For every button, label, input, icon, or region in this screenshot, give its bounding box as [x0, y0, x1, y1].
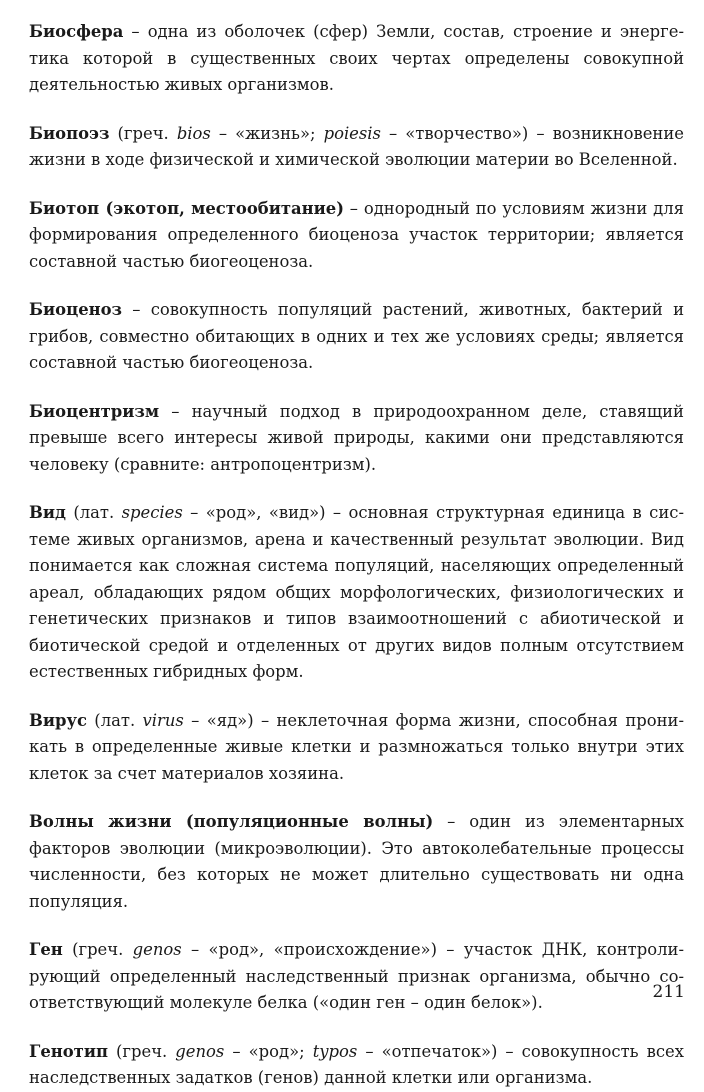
- entry-foreign-word: bios: [176, 123, 211, 143]
- entry-foreign-word: genos: [175, 1041, 225, 1061]
- entry-definition: (лат.: [65, 503, 122, 522]
- entry-virus: [29, 708, 684, 788]
- entry-definition: – «жизнь»;: [210, 123, 324, 143]
- entry-foreign-word: virus: [142, 710, 184, 730]
- entry-term: Биосфера: [29, 22, 124, 41]
- entry-term: Биоценоз: [29, 300, 123, 319]
- entry-foreign-word: genos: [132, 940, 182, 959]
- entry-biosfera: [29, 19, 684, 99]
- entry-term: Ген: [29, 940, 63, 959]
- entry-term: Генотип: [29, 1041, 108, 1061]
- entry-term: Биопоэз: [29, 123, 110, 143]
- entry-definition: – «отпечаток») – совокупность всех наследственных задатков (генов) данной клетки или организма.: [29, 1041, 684, 1087]
- entry-definition: (греч.: [62, 940, 133, 959]
- entry-foreign-word: poiesis: [323, 123, 381, 143]
- entry-biotop: [29, 196, 684, 276]
- entry-term: Вид: [29, 503, 66, 522]
- entry-biocentrizm: [29, 399, 684, 479]
- entry-term: Вирус: [29, 710, 87, 730]
- entry-definition: – научный подход в природоохранном деле, ставящий превыше всего интересы живой природы, какими они представляются человеку (сравните: антропоцентризм).: [29, 401, 684, 474]
- entry-definition: – один из элементарных факторов эволюции (микроэволюции). Это автоколебательные процессы численности, без которых не может длительно существовать ни одна популяция.: [29, 812, 684, 911]
- entry-definition: (греч.: [109, 123, 177, 143]
- entry-foreign-word: typos: [312, 1041, 358, 1061]
- entry-vid: [29, 500, 684, 686]
- entry-biocenoz: [29, 297, 684, 377]
- entry-definition: (греч.: [107, 1041, 176, 1061]
- entry-genotip: [29, 1039, 684, 1092]
- entry-definition: (лат.: [86, 710, 143, 730]
- page-number: 211: [652, 982, 685, 1002]
- entry-biopoez: [29, 121, 684, 174]
- entry-definition: – «творчество») – возникновение жизни в ходе физической и химической эволюции материи во Вселенной.: [29, 123, 684, 169]
- entry-definition: – «яд») – неклеточная форма жизни, способная проникать в определенные живые клетки и размножаться только внутри этих клеток за счет материалов хозяина.: [29, 710, 685, 783]
- entry-foreign-word: species: [121, 503, 183, 522]
- entry-gen: [29, 937, 684, 1017]
- entry-definition: – одна из оболочек (сфер) Земли, состав, строение и энергетика которой в существенных своих чертах определены совокупной деятельностью живых организмов.: [29, 22, 684, 94]
- entry-volny-zhizni: [29, 809, 684, 915]
- entry-term: Волны жизни (популяционные волны): [29, 812, 434, 831]
- entry-term: Биоцентризм: [29, 401, 160, 421]
- entry-definition: – «род»;: [224, 1041, 313, 1061]
- entry-definition: – однородный по условиям жизни для формирования определенного биоценоза участок территории; является составной частью биогеоценоза.: [29, 198, 684, 271]
- entry-term: Биотоп (экотоп, местообитание): [29, 198, 344, 218]
- entry-definition: – совокупность популяций растений, животных, бактерий и грибов, совместно обитающих в одних и тех же условиях среды; является составной частью биогеоценоза.: [29, 300, 684, 372]
- entry-definition: – «род», «происхождение») – участок ДНК, контролирующий определенный наследственный признак организма, обычно соответствующий молекуле белка («один ген – один белок»).: [29, 940, 684, 1012]
- entry-definition: – «род», «вид») – основная структурная единица в системе живых организмов, арена и качественный результат эволюции. Вид понимается как сложная система популяций, населяющих определенный ареал, обладающих рядом общих морфологических, физиологических и генетических признаков и типов взаимоотношений с абиотической и биотической средой и отделенных от других видов полным отсутствием естественных гибридных форм.: [29, 503, 684, 681]
